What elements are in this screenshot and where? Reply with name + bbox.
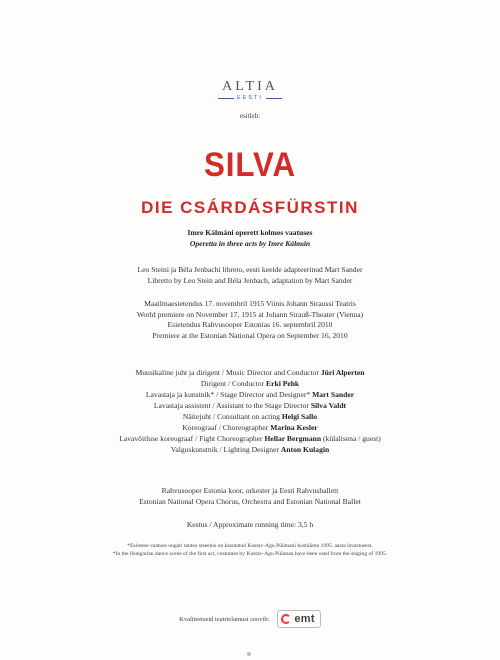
credit-role: Valguskunstnik / Lighting Designer bbox=[170, 445, 279, 454]
footnote-en: *In the Hungarian dance scene of the first act, costumes by Kustav-Agu Püüman have been used from the staging of 1995. bbox=[112, 551, 388, 557]
emt-logo-text: emt bbox=[294, 613, 315, 625]
credit-name: Marina Kesler bbox=[270, 423, 318, 432]
credit-line bbox=[0, 444, 500, 455]
ensemble-en: Estonian National Opera Chorus, Orchestra and Estonian National Ballet bbox=[139, 496, 361, 506]
credit-name: Silva Valdt bbox=[310, 401, 347, 410]
credit-name: Jüri Alperten bbox=[320, 368, 365, 377]
duration-text: Kestus / Approximate running time: 3,5 h bbox=[186, 520, 314, 529]
credit-role: Lavastaja assistent / Assistant to the Stage Director bbox=[153, 401, 309, 410]
credit-line bbox=[0, 400, 500, 411]
footnote-et: *Esimese vaatuse ungari tantsu stseenis on kasutatud Kustav-Agu Püümani kostüüme 1995. aasta lavastusest. bbox=[127, 543, 373, 549]
ensemble-info bbox=[0, 486, 500, 507]
footnotes bbox=[0, 542, 500, 558]
credit-role: Muusikaline juht ja dirigent / Music Director and Conductor bbox=[135, 368, 319, 377]
credit-role: Koreograaf / Choreographer bbox=[182, 423, 269, 432]
logo-line-left bbox=[218, 98, 234, 99]
operetta-et: Imre Kálmáni operett kolmes vaatuses bbox=[187, 228, 313, 237]
credit-role: Lavavõitluse koreograaf / Fight Choreographer bbox=[119, 434, 263, 443]
credit-name: Anton Kulagin bbox=[280, 445, 330, 454]
libretto-et: Leo Steini ja Béla Jenbachi libreto, eesti keelde adapteerinud Mart Sander bbox=[137, 265, 363, 274]
emt-logo bbox=[277, 610, 320, 628]
operetta-en: Operetta in three acts by Imre Kálmán bbox=[189, 238, 311, 248]
libretto-en: Libretto by Leo Stein and Béla Jenbach, adaptation by Mart Sander bbox=[147, 275, 353, 285]
logo-main-text: ALTIA bbox=[222, 79, 278, 94]
sponsor-block bbox=[0, 610, 500, 628]
credit-name: Mart Sander bbox=[312, 390, 355, 399]
logo-sub bbox=[0, 95, 500, 101]
libretto-info bbox=[0, 265, 500, 286]
ensemble-et: Rahvusooper Estonia koor, orkester ja Eesti Rahvusballett bbox=[161, 486, 339, 495]
credit-role: Dirigent / Conductor bbox=[200, 379, 265, 388]
credit-line bbox=[0, 378, 500, 389]
page-subtitle: DIE CSÁRDÁSFÜRSTIN bbox=[141, 198, 359, 217]
logo-sub-text: EESTI bbox=[237, 95, 263, 101]
credit-role: Näitejuht / Consultant on acting bbox=[182, 412, 280, 421]
emt-swirl-icon bbox=[281, 614, 291, 624]
credit-name: Helgi Sallo bbox=[281, 412, 318, 421]
credit-name: Hellar Bergmann bbox=[264, 434, 322, 443]
sponsor-label: Kvaliteetseid teatrielamusi soovib: bbox=[179, 615, 270, 623]
premiere-info bbox=[0, 299, 500, 341]
page-title: SILVA bbox=[203, 146, 297, 184]
premiere-line: Esietendus Rahvusooper Estonias 16. septembril 2010 bbox=[167, 320, 333, 330]
altia-logo bbox=[0, 79, 500, 101]
credit-line bbox=[0, 433, 500, 444]
operetta-info bbox=[0, 228, 500, 249]
logo-line-right bbox=[266, 98, 282, 99]
credit-line bbox=[0, 389, 500, 400]
credit-line bbox=[0, 367, 500, 378]
presents-text: esitleb: bbox=[239, 112, 261, 120]
credits-list bbox=[0, 367, 500, 455]
credit-line bbox=[0, 422, 500, 433]
credit-line bbox=[0, 411, 500, 422]
premiere-line: Premiere at the Estonian National Opera on September 16, 2010 bbox=[152, 330, 348, 340]
decorative-dot bbox=[247, 652, 251, 656]
credit-suffix: (külalisena / guest) bbox=[323, 434, 381, 443]
premiere-line: Maailmaesietendus 17. novembril 1915 Viinis Johann Straussi Teatris bbox=[144, 299, 356, 308]
credit-name: Erki Pehk bbox=[266, 379, 300, 388]
premiere-line: World premiere on November 17, 1915 at Johann Strauß-Theater (Vienna) bbox=[136, 309, 364, 319]
credit-role: Lavastaja ja kunstnik* / Stage Director and Designer* bbox=[145, 390, 311, 399]
